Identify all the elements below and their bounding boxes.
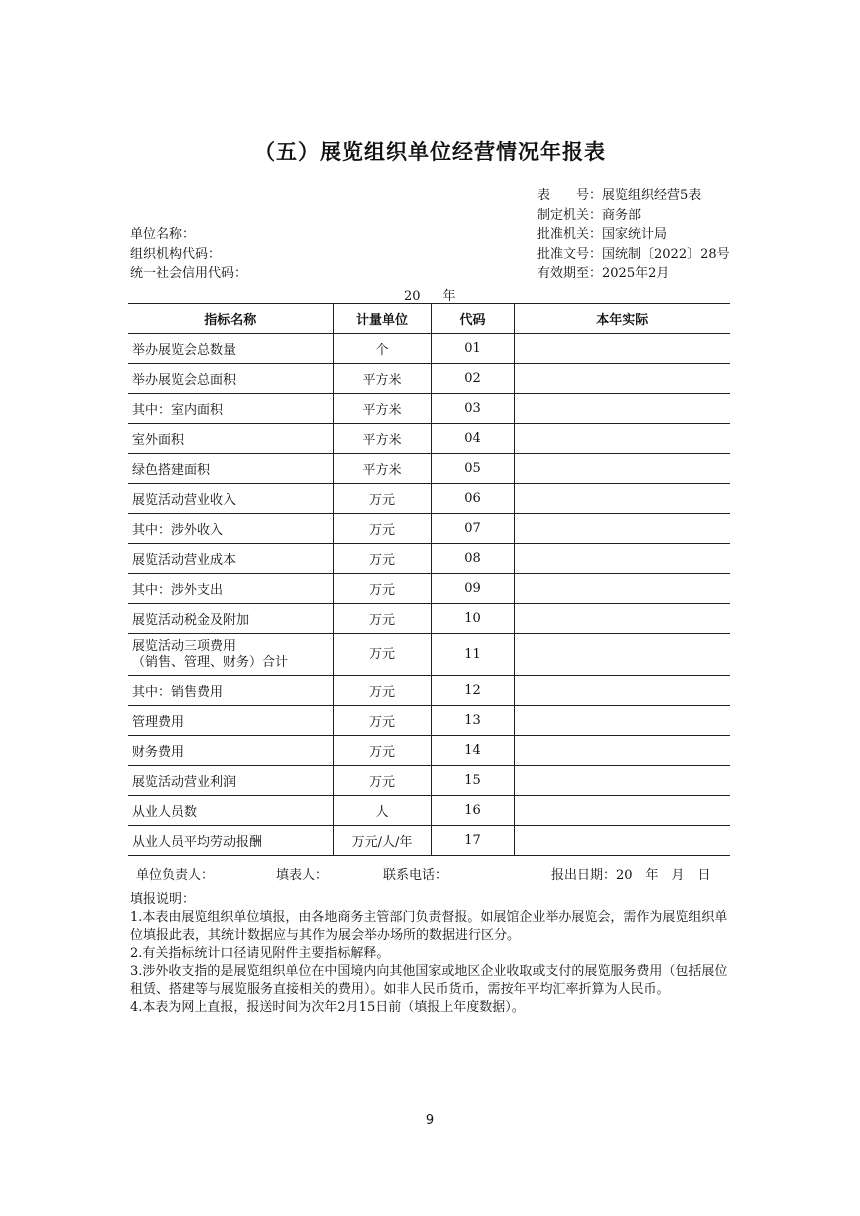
row-unit: 万元: [333, 514, 431, 544]
responsible-label: 单位负责人：: [136, 868, 215, 883]
row-name: 其中：涉外支出: [128, 574, 333, 604]
header-unit: 计量单位: [333, 304, 431, 334]
filling-instructions: [130, 891, 730, 1017]
row-code: 08: [431, 544, 514, 574]
row-value-cell[interactable]: [514, 604, 730, 634]
row-name: 举办展览会总数量: [128, 334, 333, 364]
row-name: 管理费用: [128, 706, 333, 736]
row-name: 展览活动营业收入: [128, 484, 333, 514]
row-unit: 平方米: [333, 364, 431, 394]
row-name: [128, 634, 333, 676]
table-row: [128, 604, 730, 634]
table-row: [128, 334, 730, 364]
note-item: 3.涉外收支指的是展览组织单位在中国境内向其他国家或地区企业收取或支付的展览服务费用（包括展位租赁、搭建等与展览服务直接相关的费用）。如非人民币货币，需按年平均汇率折算为人民币。: [130, 964, 728, 997]
row-value-cell[interactable]: [514, 544, 730, 574]
row-value-cell[interactable]: [514, 364, 730, 394]
filler-label: 填表人：: [276, 868, 329, 883]
table-row: [128, 766, 730, 796]
row-code: 09: [431, 574, 514, 604]
row-unit: 万元: [333, 484, 431, 514]
row-unit: 万元: [333, 574, 431, 604]
row-code: 03: [431, 394, 514, 424]
table-row: [128, 736, 730, 766]
row-value-cell[interactable]: [514, 424, 730, 454]
row-unit: 人: [333, 796, 431, 826]
row-value-cell[interactable]: [514, 394, 730, 424]
row-code: 04: [431, 424, 514, 454]
row-value-cell[interactable]: [514, 634, 730, 676]
form-meta-left: [130, 225, 247, 284]
header-code: 代码: [431, 304, 514, 334]
row-unit: 平方米: [333, 454, 431, 484]
unit-name-label: 单位名称：: [130, 227, 196, 242]
table-row: [128, 514, 730, 544]
row-name: 展览活动营业成本: [128, 544, 333, 574]
row-name: 其中：涉外收入: [128, 514, 333, 544]
row-code: 13: [431, 706, 514, 736]
row-unit: 万元/人/年: [333, 826, 431, 856]
row-name: 展览活动税金及附加: [128, 604, 333, 634]
report-date-label: 报出日期：20 年 月 日: [551, 868, 711, 883]
row-value-cell[interactable]: [514, 706, 730, 736]
row-name-line2: （销售、管理、财务）合计: [132, 654, 289, 670]
table-header-row: [128, 304, 730, 334]
table-row: [128, 394, 730, 424]
row-code: 15: [431, 766, 514, 796]
row-code: 01: [431, 334, 514, 364]
row-unit: 万元: [333, 676, 431, 706]
page-number: 9: [425, 1113, 435, 1128]
header-indicator: 指标名称: [128, 304, 333, 334]
table-row: [128, 796, 730, 826]
row-code: 16: [431, 796, 514, 826]
row-value-cell[interactable]: [514, 484, 730, 514]
row-name: 其中：室内面积: [128, 394, 333, 424]
meta-approval-number: 批准文号：国统制〔2022〕28号: [537, 246, 730, 262]
row-name: 举办展览会总面积: [128, 364, 333, 394]
page-title: （五）展览组织单位经营情况年报表: [254, 140, 606, 164]
table-row: [128, 574, 730, 604]
row-unit: 平方米: [333, 394, 431, 424]
row-code: 06: [431, 484, 514, 514]
row-value-cell[interactable]: [514, 676, 730, 706]
meta-valid-until: 有效期至：2025年2月: [537, 266, 670, 281]
row-code: 10: [431, 604, 514, 634]
row-code: 11: [431, 634, 514, 676]
note-item: 4.本表为网上直报，报送时间为次年2月15日前（填报上年度数据）。: [130, 1000, 525, 1015]
header-actual: 本年实际: [514, 304, 730, 334]
row-code: 14: [431, 736, 514, 766]
row-code: 17: [431, 826, 514, 856]
row-unit: 万元: [333, 634, 431, 676]
row-code: 05: [431, 454, 514, 484]
table-row: [128, 634, 730, 676]
row-name: 绿色搭建面积: [128, 454, 333, 484]
row-unit: 平方米: [333, 424, 431, 454]
row-code: 02: [431, 364, 514, 394]
row-name: 其中：销售费用: [128, 676, 333, 706]
row-value-cell[interactable]: [514, 796, 730, 826]
row-value-cell[interactable]: [514, 514, 730, 544]
report-year: 20 年: [404, 289, 456, 304]
table-row: [128, 544, 730, 574]
phone-label: 联系电话：: [383, 868, 449, 883]
table-row: [128, 364, 730, 394]
org-code-label: 组织机构代码：: [130, 246, 222, 262]
form-meta-right: [537, 186, 730, 284]
row-name: 从业人员平均劳动报酬: [128, 826, 333, 856]
row-name: 室外面积: [128, 424, 333, 454]
row-value-cell[interactable]: [514, 334, 730, 364]
row-name-line1: 展览活动三项费用: [132, 638, 237, 654]
row-code: 12: [431, 676, 514, 706]
note-item: 1.本表由展览组织单位填报，由各地商务主管部门负责督报。如展馆企业举办展览会，需作为展览组织单位填报此表，其统计数据应与其作为展会举办场所的数据进行区分。: [130, 910, 728, 943]
table-row: [128, 826, 730, 856]
row-code: 07: [431, 514, 514, 544]
credit-code-label: 统一社会信用代码：: [130, 266, 248, 281]
row-name: 财务费用: [128, 736, 333, 766]
meta-form-number: 表 号：展览组织经营5表: [537, 188, 702, 203]
note-item: 2.有关指标统计口径请见附件主要指标解释。: [130, 946, 390, 961]
row-unit: 万元: [333, 604, 431, 634]
notes-heading: 填报说明：: [130, 892, 196, 907]
table-row: [128, 454, 730, 484]
row-unit: 万元: [333, 766, 431, 796]
report-table: [128, 303, 730, 856]
row-value-cell[interactable]: [514, 736, 730, 766]
table-row: [128, 484, 730, 514]
row-unit: 万元: [333, 544, 431, 574]
row-unit: 个: [333, 334, 431, 364]
meta-approval-authority: 批准机关：国家统计局: [537, 227, 668, 242]
table-row: [128, 676, 730, 706]
row-value-cell[interactable]: [514, 826, 730, 856]
row-unit: 万元: [333, 706, 431, 736]
row-value-cell[interactable]: [514, 574, 730, 604]
meta-issuing-authority: 制定机关：商务部: [537, 207, 642, 223]
row-name: 展览活动营业利润: [128, 766, 333, 796]
row-name: 从业人员数: [128, 796, 333, 826]
table-row: [128, 424, 730, 454]
row-value-cell[interactable]: [514, 766, 730, 796]
row-unit: 万元: [333, 736, 431, 766]
row-value-cell[interactable]: [514, 454, 730, 484]
table-row: [128, 706, 730, 736]
